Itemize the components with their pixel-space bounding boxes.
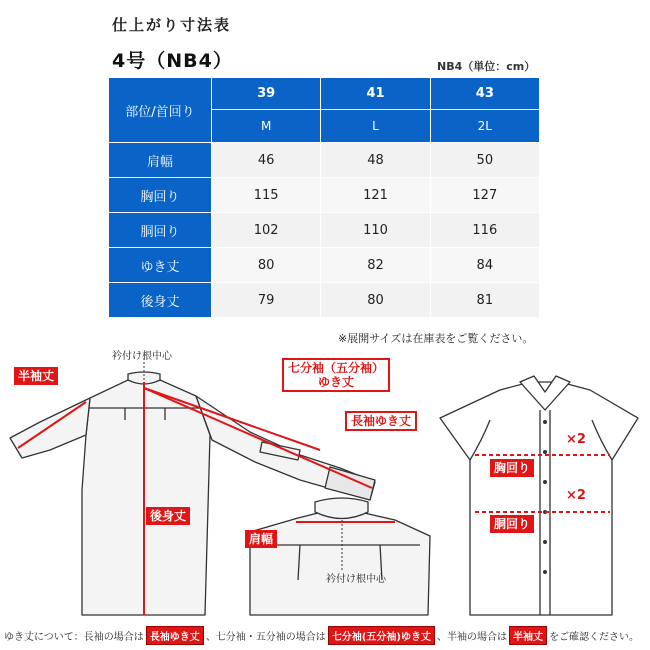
table-corner-header: 部位/首回り <box>109 78 212 143</box>
table-cell: 80 <box>212 248 321 283</box>
letter-size-header: 2L <box>430 110 539 143</box>
neck-size-header: 43 <box>430 78 539 110</box>
chest-label: 胸回り <box>490 459 534 477</box>
footer-suffix: をご確認ください。 <box>548 632 639 643</box>
row-label: 後身丈 <box>109 283 212 318</box>
mid-sleeve-label-line2: ゆき丈 <box>318 375 355 389</box>
mid-sleeve-label-line1: 七分袖（五分袖） <box>288 361 385 375</box>
front-shirt-body <box>440 382 638 615</box>
table-row <box>109 213 540 248</box>
page-title: 仕上がり寸法表 <box>112 16 232 34</box>
shirt-button <box>543 480 547 484</box>
waist-multiplier: ×2 <box>566 488 586 503</box>
half-sleeve-label: 半袖丈 <box>14 367 58 385</box>
shirt-button <box>543 570 547 574</box>
table-row <box>109 248 540 283</box>
table-cell: 116 <box>430 213 539 248</box>
footer-prefix: ゆき丈について：長袖の場合は <box>4 632 144 643</box>
table-cell: 50 <box>430 143 539 178</box>
row-label: ゆき丈 <box>109 248 212 283</box>
footer-tag-mid-sleeve: 七分袖(五分袖)ゆき丈 <box>328 626 435 645</box>
back-shirt-body <box>82 380 210 615</box>
row-label: 胴回り <box>109 213 212 248</box>
letter-size-header: M <box>212 110 321 143</box>
shirt-button <box>543 540 547 544</box>
stock-note: ※展開サイズは在庫表をご覧ください。 <box>338 332 534 345</box>
table-cell: 102 <box>212 213 321 248</box>
unit-note: NB4（単位：cm） <box>437 60 536 73</box>
long-sleeve-label: 長袖ゆき丈 <box>345 411 417 431</box>
mid-sleeve-label <box>282 358 390 392</box>
table-cell: 121 <box>321 178 430 213</box>
footer-mid1: 、七分袖・五分袖の場合は <box>205 632 326 643</box>
back-length-label: 後身丈 <box>146 507 190 525</box>
letter-size-header: L <box>321 110 430 143</box>
table-cell: 79 <box>212 283 321 318</box>
table-cell: 82 <box>321 248 430 283</box>
collar-center-bottom-label: 衿付け根中心 <box>326 574 386 585</box>
footer-tag-long-sleeve: 長袖ゆき丈 <box>146 626 204 645</box>
footer-mid2: 、半袖の場合は <box>436 632 507 643</box>
table-cell: 84 <box>430 248 539 283</box>
size-table <box>108 77 540 318</box>
table-row <box>109 178 540 213</box>
model-heading: 4号（NB4） <box>112 50 233 72</box>
table-cell: 46 <box>212 143 321 178</box>
neck-size-header: 41 <box>321 78 430 110</box>
shirt-button <box>543 450 547 454</box>
shoulder-detail-body <box>250 510 430 615</box>
table-row <box>109 143 540 178</box>
waist-label: 胴回り <box>490 515 534 533</box>
row-label: 肩幅 <box>109 143 212 178</box>
footer-note <box>4 626 639 645</box>
footer-tag-half-sleeve: 半袖丈 <box>509 626 547 645</box>
table-cell: 48 <box>321 143 430 178</box>
table-cell: 115 <box>212 178 321 213</box>
table-cell: 110 <box>321 213 430 248</box>
shoulder-label: 肩幅 <box>245 530 277 548</box>
shirt-button <box>543 420 547 424</box>
shoulder-detail-collar <box>315 498 368 519</box>
table-cell: 127 <box>430 178 539 213</box>
chest-multiplier: ×2 <box>566 432 586 447</box>
neck-size-header: 39 <box>212 78 321 110</box>
table-row <box>109 283 540 318</box>
table-cell: 81 <box>430 283 539 318</box>
row-label: 胸回り <box>109 178 212 213</box>
collar-center-top-label: 衿付け根中心 <box>112 351 172 362</box>
table-cell: 80 <box>321 283 430 318</box>
